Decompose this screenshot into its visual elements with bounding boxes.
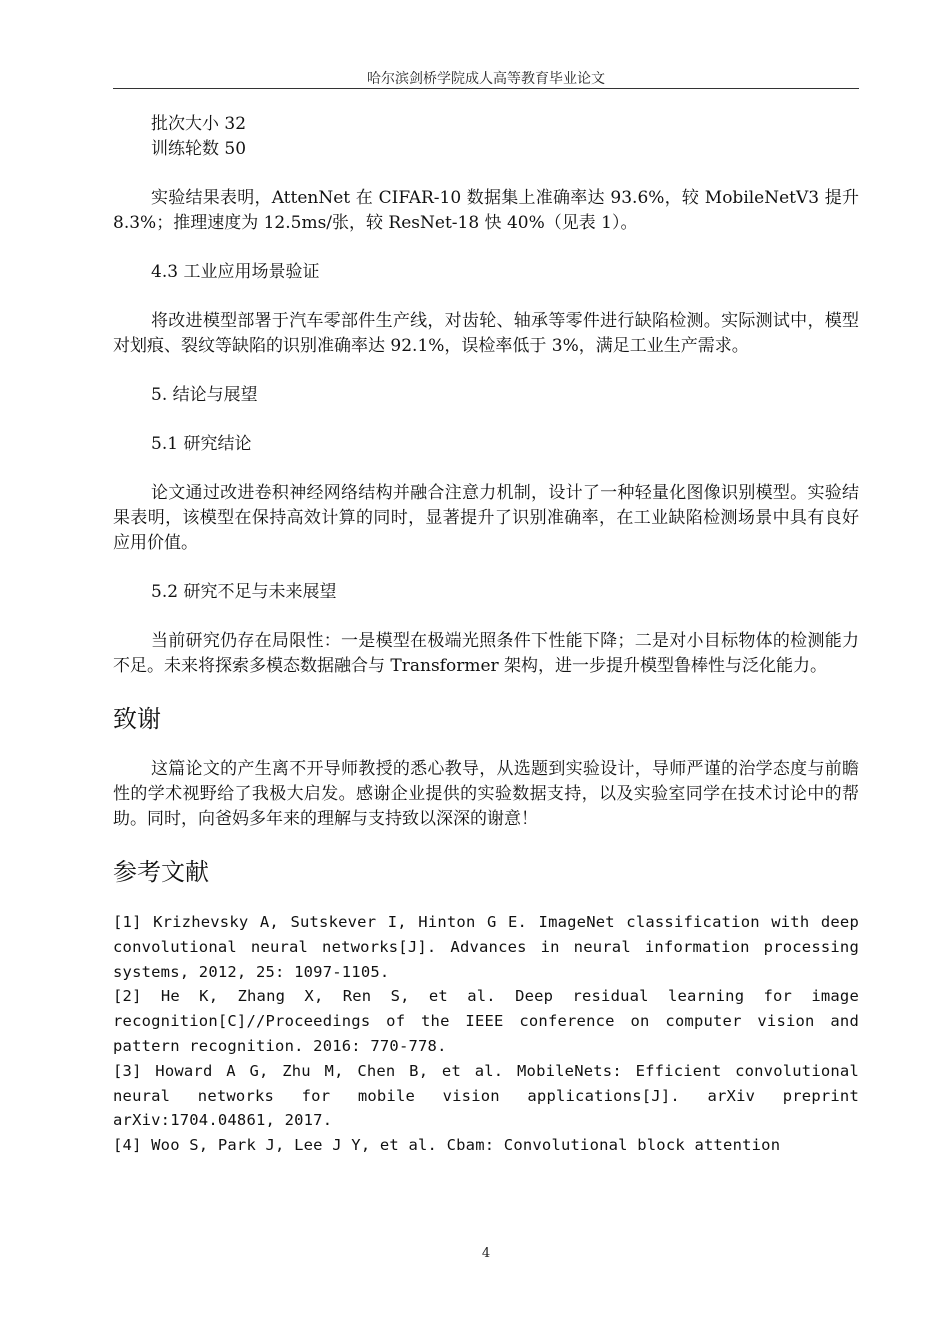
section-4-3-heading: 4.3 工业应用场景验证 [151, 262, 320, 282]
results-paragraph: 实验结果表明，AttenNet 在 CIFAR-10 数据集上准确率达 93.6%，较 MobileNetV3 提升 8.3%；推理速度为 12.5ms/张，较 ResNet-18 快 40%（见表 1）。 [113, 188, 859, 233]
acknowledgement-title: 致谢 [113, 705, 161, 733]
references-title: 参考文献 [113, 858, 209, 886]
section-5-2-heading: 5.2 研究不足与未来展望 [151, 582, 337, 602]
section-5-2-paragraph: 当前研究仍存在局限性：一是模型在极端光照条件下性能下降；二是对小目标物体的检测能力不足。未来将探索多模态数据融合与 Transformer 架构，进一步提升模型鲁棒性与泛化能力。 [113, 631, 859, 676]
section-5-heading: 5. 结论与展望 [151, 385, 258, 405]
reference-item: [1] Krizhevsky A, Sutskever I, Hinton G E. ImageNet classification with deep convolutional neural networks[J]. Advances in neural information processing systems, 2012, 25: 1097-1105. [113, 913, 859, 981]
reference-item: [4] Woo S, Park J, Lee J Y, et al. Cbam: Convolutional block attention [113, 1136, 781, 1155]
section-5-1-paragraph: 论文通过改进卷积神经网络结构并融合注意力机制，设计了一种轻量化图像识别模型。实验结果表明，该模型在保持高效计算的同时，显著提升了识别准确率，在工业缺陷检测场景中具有良好应用价值。 [113, 483, 859, 553]
header-rule [113, 88, 859, 89]
reference-list [113, 910, 859, 1158]
param-batch-size: 批次大小 32 [151, 114, 247, 134]
param-epochs: 训练轮数 50 [151, 139, 247, 159]
section-5-1-heading: 5.1 研究结论 [151, 434, 252, 454]
acknowledgement-paragraph: 这篇论文的产生离不开导师教授的悉心教导，从选题到实验设计，导师严谨的治学态度与前瞻性的学术视野给了我极大启发。感谢企业提供的实验数据支持，以及实验室同学在技术讨论中的帮助。同时，向爸妈多年来的理解与支持致以深深的谢意！ [113, 759, 859, 829]
reference-item: [3] Howard A G, Zhu M, Chen B, et al. MobileNets: Efficient convolutional neural networks for mobile vision applications[J]. arXiv preprint arXiv:1704.04861, 2017. [113, 1061, 859, 1130]
page-header: 哈尔滨剑桥学院成人高等教育毕业论文 [367, 71, 605, 87]
page-content [113, 112, 859, 1158]
reference-item: [2] He K, Zhang X, Ren S, et al. Deep residual learning for image recognition[C]//Proceedings of the IEEE conference on computer vision and pattern recognition. 2016: 770-778. [113, 987, 859, 1055]
page-number: 4 [481, 1246, 491, 1261]
section-4-3-paragraph: 将改进模型部署于汽车零部件生产线，对齿轮、轴承等零件进行缺陷检测。实际测试中，模型对划痕、裂纹等缺陷的识别准确率达 92.1%，误检率低于 3%，满足工业生产需求。 [113, 311, 859, 356]
